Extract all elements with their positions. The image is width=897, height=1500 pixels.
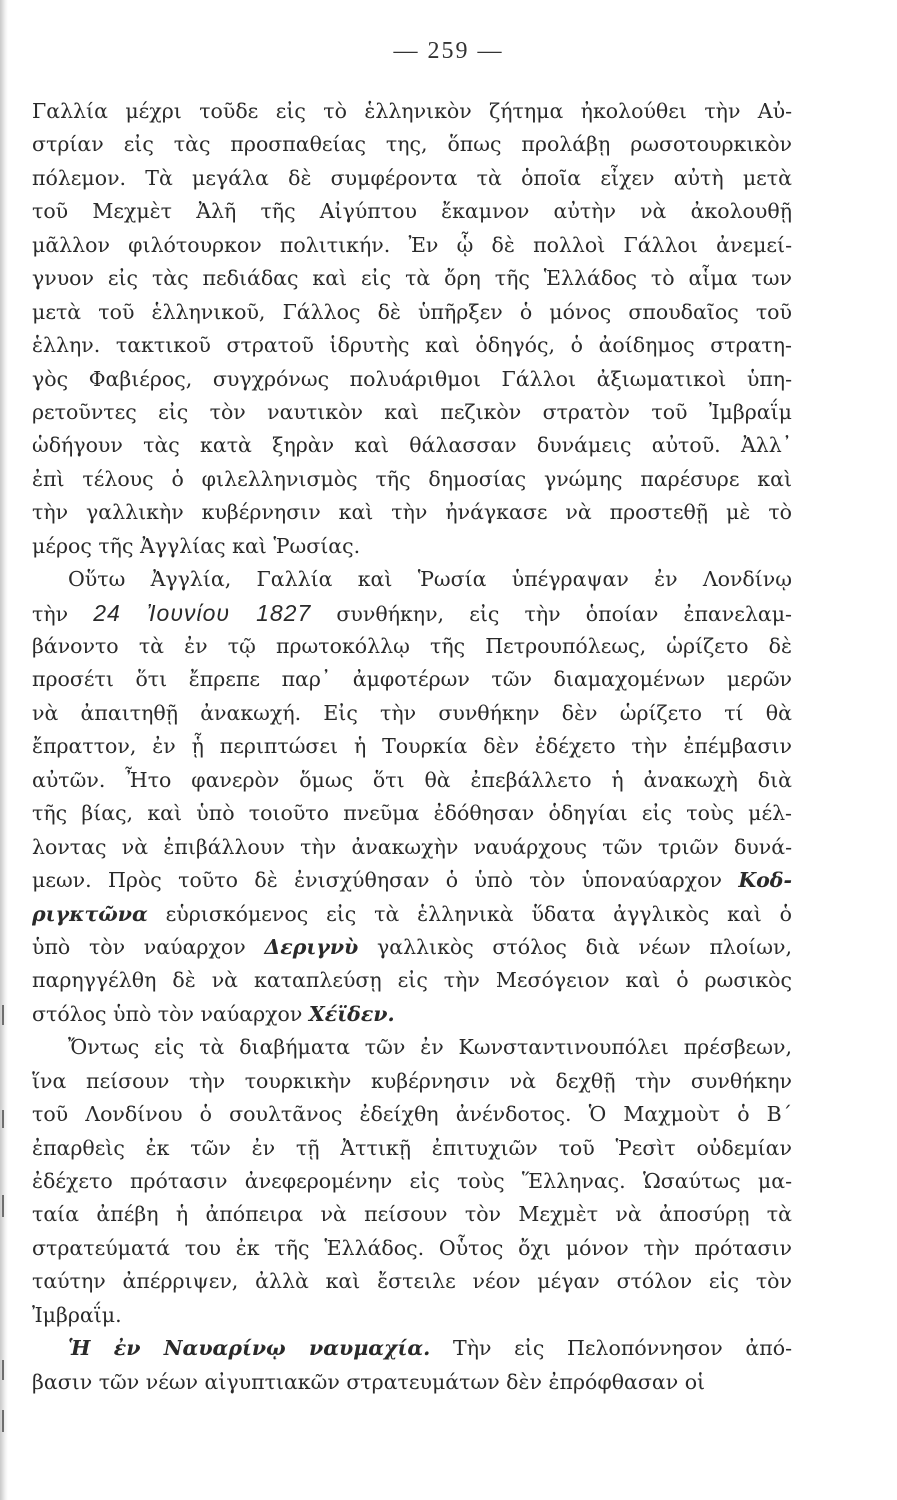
date-text: 24 Ἰουνίου 1827 <box>93 599 312 626</box>
text-line <box>32 797 792 830</box>
line-text: τὴν γαλλικὴν κυβέρνησιν καὶ τὴν ἠνάγκασε νὰ προστεθῇ μὲ τὸ <box>32 500 792 525</box>
text-line <box>32 1165 792 1198</box>
line-text: πόλεμον. Τὰ μεγάλα δὲ συμφέροντα τὰ ὁποῖα εἶχεν αὐτὴ μετὰ <box>32 165 792 190</box>
line-text: Ὄντως εἰς τὰ διαβήματα τῶν ἐν Κωνσταντινουπόλει πρέσβεων, <box>68 1035 792 1060</box>
text-line <box>32 429 792 462</box>
line-text: ταία ἀπέβη ἡ ἀπόπειρα νὰ πείσουν τὸν Μεχμὲτ νὰ ἀποσύρῃ τὰ <box>32 1202 792 1227</box>
text-line <box>32 229 792 262</box>
line-text: Οὕτω Ἀγγλία, Γαλλία καὶ Ῥωσία ὑπέγραψαν ἐν Λονδίνῳ <box>68 567 792 592</box>
line-text: τοῦ Μεχμὲτ Ἀλῆ τῆς Αἰγύπτου ἔκαμνον αὐτὴν νὰ ἀκολουθῇ <box>32 199 792 224</box>
line-text: ἐπὶ τέλους ὁ φιλελληνισμὸς τῆς δημοσίας γνώμης παρέσυρε καὶ <box>32 466 792 491</box>
line-text: βασιν τῶν νέων αἰγυπτιακῶν στρατευμάτων δὲν ἐπρόφθασαν οἱ <box>32 1369 706 1394</box>
emphasis-text: Ἡ ἐν Ναυαρίνῳ ναυμαχία. <box>68 1336 431 1361</box>
line-text: ἔπραττον, ἐν ᾗ περιπτώσει ἡ Τουρκία δὲν ἐδέχετο τὴν ἐπέμβασιν <box>32 734 792 759</box>
text-line <box>32 864 792 897</box>
line-text: ὑπὸ τὸν ναύαρχον <box>32 934 265 959</box>
line-text: γὸς Φαβιέρος, συγχρόνως πολυάριθμοι Γάλλοι ἀξιωματικοὶ ὑπη- <box>32 366 792 391</box>
text-line <box>32 296 792 329</box>
line-text: στόλος ὑπὸ τὸν ναύαρχον <box>32 1001 309 1026</box>
text-line <box>32 496 792 529</box>
text-line <box>32 195 792 228</box>
line-text: τὴν <box>32 601 94 626</box>
line-text: ἑλλην. τακτικοῦ στρατοῦ ἱδρυτὴς καὶ ὁδηγός, ὁ ἀοίδημος στρατη- <box>32 333 792 358</box>
line-text: ρετοῦντες εἰς τὸν ναυτικὸν καὶ πεζικὸν στρατὸν τοῦ Ἰμβραΐμ <box>32 399 792 424</box>
line-text: τῆς βίας, καὶ ὑπὸ τοιοῦτο πνεῦμα ἐδόθησαν ὁδηγίαι εἰς τοὺς μέλ- <box>32 801 792 826</box>
emphasis-text: Δεριγνὺ <box>264 934 359 959</box>
line-text: ἐπαρθεὶς ἐκ τῶν ἐν τῇ Ἀττικῇ ἐπιτυχιῶν τοῦ Ῥεσὶτ οὐδεμίαν <box>32 1135 792 1160</box>
line-text: νὰ ἀπαιτηθῇ ἀνακωχή. Εἰς τὴν συνθήκην δὲν ὡρίζετο τί θὰ <box>32 700 792 725</box>
line-text: στρίαν εἰς τὰς προσπαθείας της, ὅπως προλάβῃ ρωσοτουρκικὸν <box>32 132 792 157</box>
text-line <box>32 530 792 563</box>
binding-marks <box>2 0 12 1500</box>
text-line <box>32 1031 792 1064</box>
line-text: παρηγγέλθη δὲ νὰ καταπλεύσῃ εἰς τὴν Μεσόγειον καὶ ὁ ρωσικὸς <box>32 968 792 993</box>
text-line <box>32 898 792 931</box>
text-line <box>32 697 792 730</box>
line-text: Γαλλία μέχρι τοῦδε εἰς τὸ ἑλληνικὸν ζήτημα ἠκολούθει τὴν Αὐ- <box>32 99 792 123</box>
text-line <box>32 1332 792 1365</box>
text-line <box>32 998 792 1031</box>
line-text: ταύτην ἀπέρριψεν, ἀλλὰ καὶ ἔστειλε νέον μέγαν στόλον εἰς τὸν <box>32 1269 792 1294</box>
line-text: αὐτῶν. Ἦτο φανερὸν ὅμως ὅτι θὰ ἐπεβάλλετο ἡ ἀνακωχὴ διὰ <box>32 767 792 792</box>
line-text: προσέτι ὅτι ἔπρεπε παρ᾽ ἀμφοτέρων τῶν διαμαχομένων μερῶν <box>32 667 792 692</box>
line-text: εὑρισκόμενος εἰς τὰ ἑλληνικὰ ὕδατα ἀγγλικὸς καὶ ὁ <box>147 901 792 926</box>
emphasis-text: Χέϊδεν. <box>308 1001 395 1026</box>
body-text <box>32 95 792 1399</box>
text-line <box>32 764 792 797</box>
text-line <box>32 730 792 763</box>
text-line <box>32 262 792 295</box>
line-text: στρατεύματά του ἐκ τῆς Ἑλλάδος. Οὗτος ὄχι μόνον τὴν πρότασιν <box>32 1235 792 1260</box>
text-line <box>32 1232 792 1265</box>
text-line <box>32 1098 792 1131</box>
text-line <box>32 463 792 496</box>
text-line <box>32 831 792 864</box>
text-line <box>32 128 792 161</box>
text-line <box>32 597 792 630</box>
text-line <box>32 329 792 362</box>
text-line <box>32 162 792 195</box>
line-text: γαλλικὸς στόλος διὰ νέων πλοίων, <box>358 934 792 959</box>
line-text: Τὴν εἰς Πελοπόννησον ἀπό- <box>430 1336 792 1361</box>
line-text: ὡδήγουν τὰς κατὰ ξηρὰν καὶ θάλασσαν δυνάμεις αὐτοῦ. Ἀλλ᾽ <box>32 433 792 458</box>
line-text: συνθήκην, εἰς τὴν ὁποίαν ἐπανελαμ- <box>311 601 792 626</box>
text-line <box>32 964 792 997</box>
line-text: Ἰμβραΐμ. <box>32 1302 122 1327</box>
line-text: ἵνα πείσουν τὴν τουρκικὴν κυβέρνησιν νὰ δεχθῇ τὴν συνθήκην <box>32 1068 792 1093</box>
text-line <box>32 363 792 396</box>
text-line <box>32 563 792 596</box>
text-line <box>32 1065 792 1098</box>
emphasis-text: Κοδ- <box>738 868 792 893</box>
text-line <box>32 1366 792 1399</box>
text-line <box>32 1132 792 1165</box>
line-text: βάνοντο τὰ ἐν τῷ πρωτοκόλλῳ τῆς Πετρουπόλεως, ὡρίζετο δὲ <box>32 634 792 658</box>
text-line <box>32 396 792 429</box>
text-line <box>32 1299 792 1332</box>
text-line <box>32 95 792 128</box>
emphasis-text: ριγκτῶνα <box>32 901 148 926</box>
line-text: μέρος τῆς Ἀγγλίας καὶ Ῥωσίας. <box>32 533 361 558</box>
line-text: ἐδέχετο πρότασιν ἀνεφερομένην εἰς τοὺς Ἕλληνας. Ὡσαύτως μα- <box>32 1169 792 1193</box>
text-line <box>32 663 792 696</box>
line-text: τοῦ Λονδίνου ὁ σουλτᾶνος ἐδείχθη ἀνένδοτος. Ὁ Μαχμοὺτ ὁ Β´ <box>32 1102 792 1127</box>
text-line <box>32 1198 792 1231</box>
line-text: λοντας νὰ ἐπιβάλλουν τὴν ἀνακωχὴν ναυάρχους τῶν τριῶν δυνά- <box>32 834 792 859</box>
line-text: μεων. Πρὸς τοῦτο δὲ ἐνισχύθησαν ὁ ὑπὸ τὸν ὑποναύαρχον <box>32 868 739 893</box>
text-line <box>32 1265 792 1298</box>
line-text: μετὰ τοῦ ἑλληνικοῦ, Γάλλος δὲ ὑπῆρξεν ὁ μόνος σπουδαῖος τοῦ <box>32 299 792 324</box>
text-line <box>32 931 792 964</box>
page-number: — 259 — <box>393 38 504 64</box>
line-text: γνυον εἰς τὰς πεδιάδας καὶ εἰς τὰ ὄρη τῆς Ἑλλάδος τὸ αἷμα των <box>32 266 792 291</box>
line-text: μᾶλλον φιλότουρκον πολιτικήν. Ἐν ᾧ δὲ πολλοὶ Γάλλοι ἀνεμεί- <box>32 232 792 257</box>
text-line <box>32 630 792 663</box>
